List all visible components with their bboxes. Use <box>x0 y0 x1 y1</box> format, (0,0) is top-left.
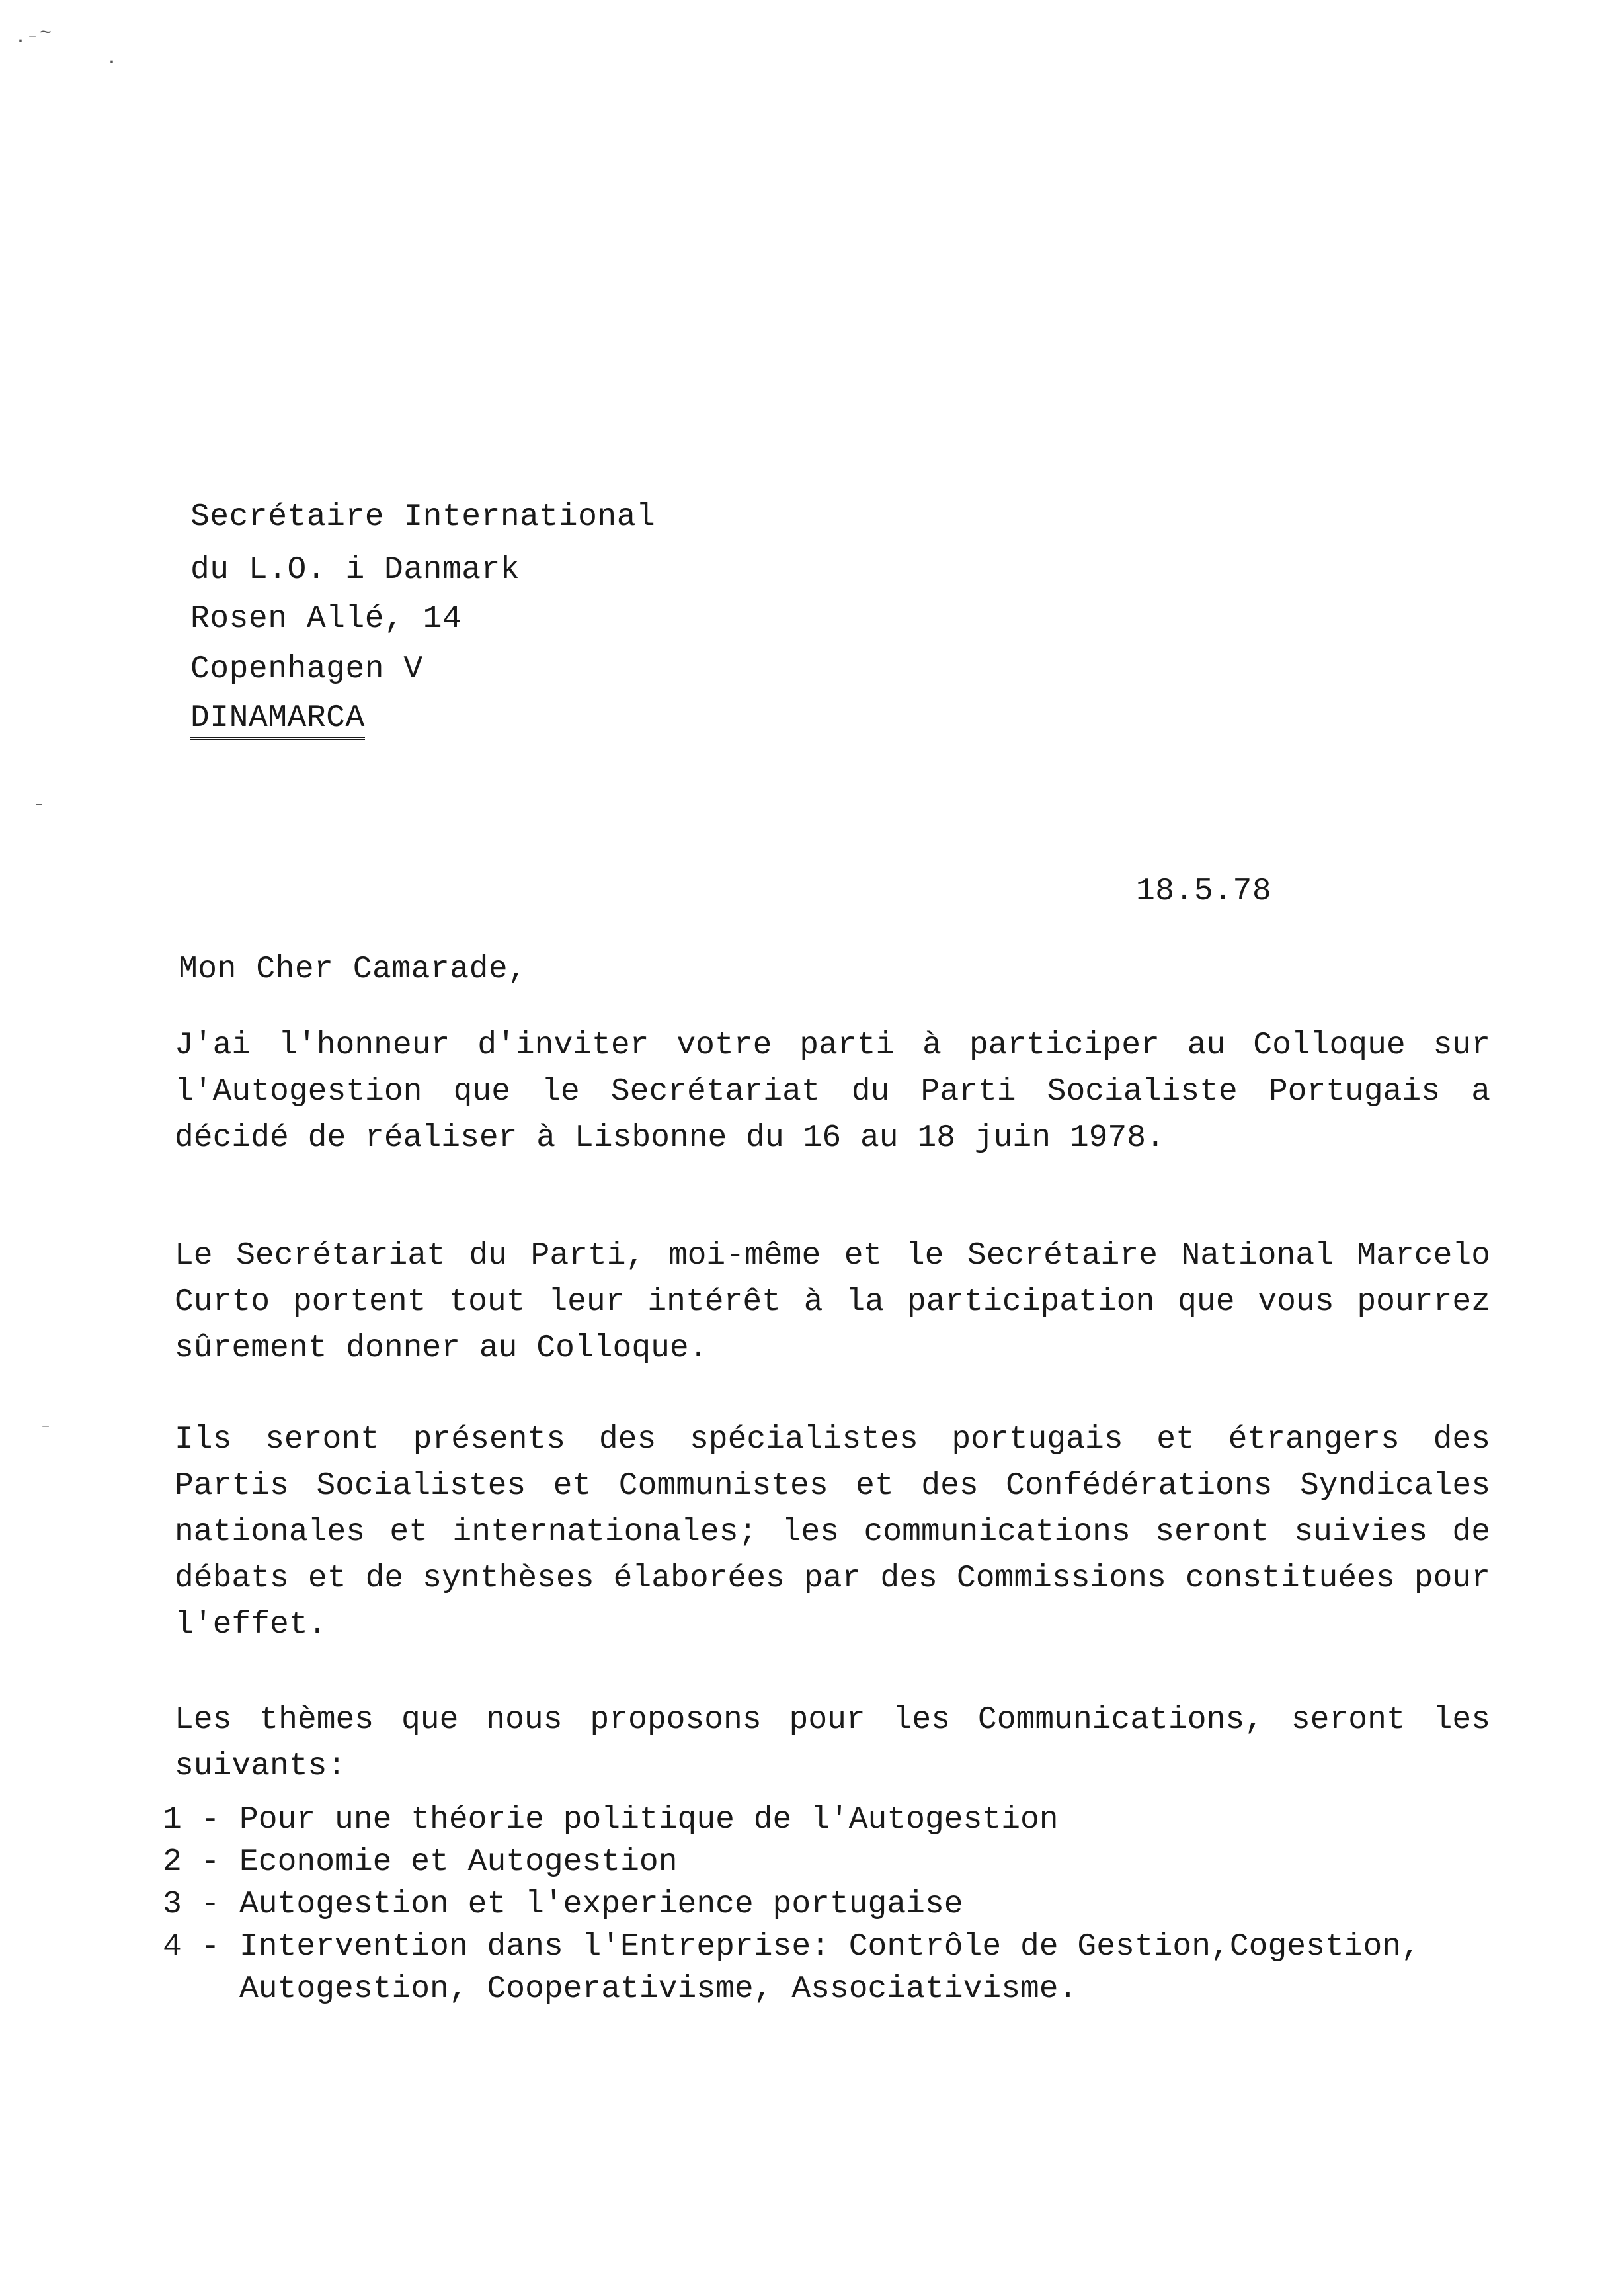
scan-mark: · <box>106 52 118 74</box>
scan-mark: ⁻ <box>33 799 46 821</box>
recipient-country: DINAMARCA <box>190 700 365 740</box>
scan-mark: ⁻ <box>40 1420 52 1443</box>
list-item-text: Autogestion et l'experience portugaise <box>239 1887 963 1922</box>
list-item <box>163 1926 1518 2010</box>
list-item-number: 2 - <box>163 1844 220 1880</box>
body-paragraph: Les thèmes que nous proposons pour les Communications, seront les suivants: <box>175 1702 1490 1784</box>
list-item-text: Pour une théorie politique de l'Autogestion <box>239 1802 1059 1838</box>
recipient-organization: du L.O. i Danmark <box>190 552 520 588</box>
scan-mark: ~ <box>40 22 52 45</box>
list-item <box>163 1799 1518 1841</box>
list-item-text: Intervention dans l'Entreprise: Contrôle de Gestion,Cogestion, Autogestion, Cooperativisme, Associativisme. <box>239 1929 1420 2007</box>
scan-mark: ·⁻ <box>15 30 39 53</box>
body-paragraph: Le Secrétariat du Parti, moi-même et le Secrétaire National Marcelo Curto portent tout leur intérêt à la participation que vous pourrez sûrement donner au Colloque. <box>175 1238 1490 1366</box>
letter-date: 18.5.78 <box>1136 874 1272 909</box>
salutation: Mon Cher Camarade, <box>179 952 528 987</box>
body-paragraph: J'ai l'honneur d'inviter votre parti à participer au Colloque sur l'Autogestion que le Secrétariat du Parti Socialiste Portugais a décidé de réaliser à Lisbonne du 16 au 18 juin 1978. <box>175 1028 1490 1156</box>
recipient-street: Rosen Allé, 14 <box>190 601 462 637</box>
themes-list <box>163 1799 1518 2010</box>
recipient-title: Secrétaire International <box>190 499 656 535</box>
list-item-text: Economie et Autogestion <box>239 1844 678 1880</box>
recipient-country-line <box>190 698 365 738</box>
body-paragraph: Ils seront présents des spécialistes portugais et étrangers des Partis Socialistes et Communistes et des Confédérations Syndicales nationales et internationales; les communications seront suivies de débats et de synthèses élaborées par des Commissions constituées pour l'effet. <box>175 1422 1490 1643</box>
list-item-number: 3 - <box>163 1887 220 1922</box>
list-item <box>163 1883 1518 1926</box>
list-item <box>163 1841 1518 1883</box>
list-item-number: 4 - <box>163 1929 220 1965</box>
list-item-number: 1 - <box>163 1802 220 1838</box>
recipient-city: Copenhagen V <box>190 651 423 687</box>
